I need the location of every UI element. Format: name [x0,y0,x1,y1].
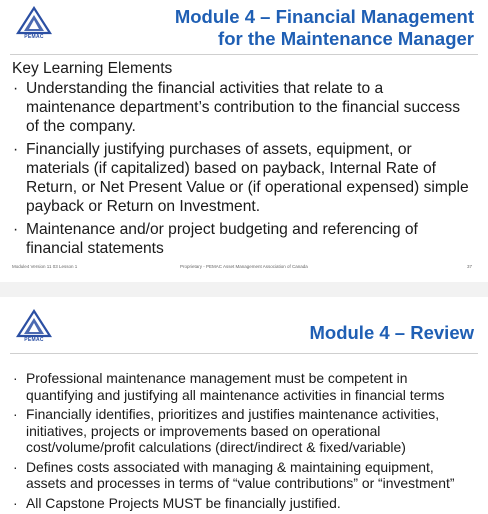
footer-page-number: 37 [466,264,472,269]
list-item [12,220,474,258]
title-divider [10,54,478,55]
pemac-logo [14,309,54,347]
bullet-text: Understanding the financial activities that relate to a maintenance department’s contribution to the financial success of the company. [26,80,460,135]
slide-separator [0,282,488,297]
list-item [12,495,474,512]
bullet-dot: · [13,221,19,238]
section-heading: Key Learning Elements [12,60,173,77]
bullet-dot: · [13,80,19,97]
footer-proprietary: Proprietary - PEMAC Asset Management Association of Canada [180,264,308,269]
bullet-text: Maintenance and/or project budgeting and referencing of financial statements [26,221,418,257]
list-item [12,459,474,492]
bullet-list [12,370,474,514]
title-line-2: for the Maintenance Manager [218,28,474,49]
logo-text: PEMAC [24,34,44,40]
slide-title: Module 4 – Review [309,322,474,343]
bullet-text: Professional maintenance management must be competent in quantifying and justifying all maintenance activities in financial terms [26,370,445,403]
bullet-text: Financially justifying purchases of assets, equipment, or materials (if capitalized) based on payback, Internal Rate of Return, or Net Present Value or (if operational expensed) simple payback or Return on Investment. [26,141,469,215]
bullet-dot: · [13,406,18,422]
pemac-logo [14,6,54,44]
pemac-logo-icon [14,6,54,36]
pemac-logo-icon [14,309,54,339]
bullet-dot: · [13,494,18,511]
logo-text: PEMAC [24,337,44,343]
list-item [12,370,474,403]
bullet-dot: · [13,141,19,158]
bullet-text: All Capstone Projects MUST be financially justified. [26,494,341,511]
title-divider [10,353,478,354]
bullet-dot: · [13,458,18,475]
slide-title [175,6,474,50]
bullet-text: Financially identifies, prioritizes and justifies maintenance activities, initiatives, projects or improvements based on operational cost/volume/profit calculations (direct/indirect & fixed/variable) [26,406,440,455]
list-item [12,406,474,456]
list-item [12,79,474,136]
bullet-text: Defines costs associated with managing & maintaining equipment, assets and processes in terms of “value contributions” or “investment” [26,458,455,491]
footer-version: Module4 Version 11 03 Lesson 1 [12,264,78,269]
title-line-1: Module 4 – Financial Management [174,6,474,27]
bullet-dot: · [13,370,18,386]
list-item [12,140,474,216]
slide-2 [0,297,488,514]
bullet-list [12,79,474,262]
